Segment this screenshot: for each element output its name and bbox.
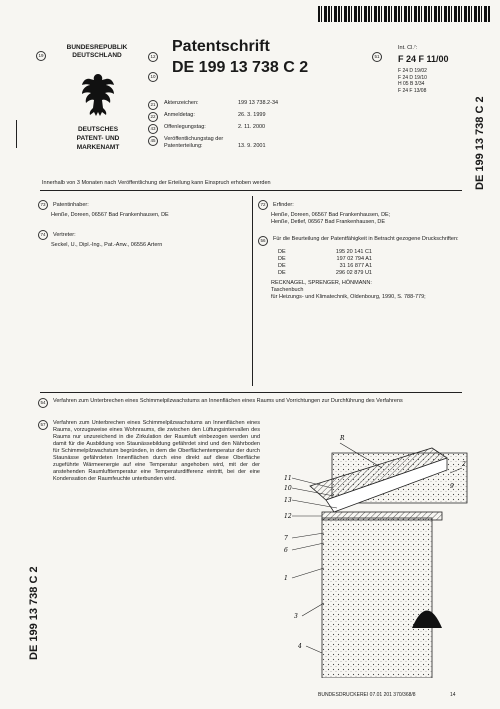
owner-block: 73 Patentinhaber: Henße, Doreen, 06567 Bad Frankenhausen, DE: [38, 200, 246, 219]
citation-row: DE 296 02 879 U1: [278, 270, 372, 276]
side-document-number-left: DE 199 13 738 C 2: [28, 566, 40, 660]
representative-block: 74 Vertreter: Seckel, U., Dipl.-Ing., Pat.-Anw., 06556 Artern: [38, 230, 246, 249]
citations-block: 56 Für die Beurteilung der Patentfähigkeit in Betracht gezogene Druckschriften: DE 195 20 141 C1 DE 197 02 794 A1 DE 31 16 877 A1 DE 296 02 879 U1 RECKNAGEL, SPRENGER, HÖNMANN: Taschenbuch für Heizungs- und Klimatechnik, Oldenbourg, 1990, S. 788-779;: [258, 236, 468, 301]
opposition-notice: Innerhalb von 3 Monaten nach Veröffentlichung der Erteilung kann Einspruch erhoben werden: [42, 180, 271, 186]
int-cl-item: F 24 F 13/08: [398, 87, 427, 94]
barcode: [318, 6, 490, 22]
figure-label: 10: [284, 485, 292, 492]
country-name: BUNDESREPUBLIK DEUTSCHLAND: [66, 44, 128, 59]
abstract-text: Verfahren zum Unterbrechen eines Schimmelpilzwachstums an Innenflächen eines Raums, vorzugsweise eines Wohnraums, die zwischen den Lüftungsintervallen des Raums nur unzureichend in die Zirkulation der Raumluft einbezogen werden und damit für die Ausbildung von Staunässebildung gefährdet sind und den Nährboden für Schimmelpilzwachstum begründen, in dem die Oberflächentemperatur der durch Staunässe gefährdeten Innenflächen durch eine direkt auf diese Oberfläche zugeführte Wärmeenergie auf eine Temperatur angehoben wird, mit der der anstehenden Raumlufttemperatur eine Temperaturdifferenz eintritt, bei der eine Kondensation der Raumfeuchte unterbunden wird.: [53, 420, 260, 482]
date-row: 21 Aktenzeichen: 199 13 738.2-34: [148, 100, 348, 110]
literature-citation: RECKNAGEL, SPRENGER, HÖNMANN: Taschenbuch für Heizungs- und Klimatechnik, Oldenbourg, 1990, S. 788-779;: [271, 280, 426, 300]
figure-label: 2: [462, 461, 466, 468]
side-document-number: DE 199 13 738 C 2: [474, 96, 486, 190]
figure-label: 1: [284, 575, 288, 582]
citation-list: [278, 249, 468, 277]
inventor-block: 72 Erfinder: Henße, Doreen, 06567 Bad Frankenhausen, DE; Henße, Detlef, 06567 Bad Frankenhausen, DE: [258, 200, 468, 226]
field-12-marker: 12: [148, 45, 158, 63]
citation-row: DE 197 02 794 A1: [278, 256, 372, 262]
column-divider: [252, 196, 253, 386]
patent-office-name: DEUTSCHES PATENT- UND MARKENAMT: [76, 126, 120, 151]
document-number: DE 199 13 738 C 2: [172, 59, 309, 76]
int-cl-item: F 24 D 19/10: [398, 74, 427, 81]
dates-block: [148, 100, 348, 150]
technical-drawing: [262, 428, 482, 678]
date-row: 22 Anmeldetag: 26. 3. 1999: [148, 112, 348, 122]
figure-label: 3: [294, 613, 298, 620]
invention-title: Verfahren zum Unterbrechen eines Schimmelpilzwachstums an Innenflächen eines Raums und Vorrichtungen zur Durchführung des Verfahrens: [53, 398, 403, 404]
page-number: 14: [450, 692, 456, 698]
figure-label: 9: [450, 483, 454, 490]
int-cl-list: [398, 68, 427, 94]
federal-eagle-icon: [80, 72, 116, 118]
printer-line: BUNDESDRUCKEREI 07.01 201 370/368/8: [318, 692, 416, 698]
abstract-block: 57 Verfahren zum Unterbrechen eines Schimmelpilzwachstums an Innenflächen eines Raums, vorzugsweise eines Wohnraums, die zwischen den Lüftungsintervallen des Raums nur unzureichend in die Zirkulation der Raumluft einbezogen werden und damit für die Ausbildung von Staunässebildung gefährdet sind und den Nährboden für Schimmelpilzwachstum begründen, in dem die Oberflächentemperatur der durch Staunässe gefährdeten Innenflächen durch eine direkt auf diese Oberfläche zugeführte Wärmeenergie auf eine Temperatur angehoben wird, mit der der anstehenden Raumlufttemperatur eine Temperaturdifferenz eintritt, bei der eine Kondensation der Raumfeuchte unterbunden wird.: [38, 420, 260, 483]
field-51-marker: 51: [372, 45, 382, 63]
date-row: 43 Offenlegungstag: 2. 11. 2000: [148, 124, 348, 134]
margin-mark: [16, 120, 17, 148]
field-10-marker: 10: [148, 65, 158, 83]
figure-label: 12: [284, 513, 292, 520]
invention-title-block: 54 Verfahren zum Unterbrechen eines Schimmelpilzwachstums an Innenflächen eines Raums und Vorrichtungen zur Durchführung des Verfahrens: [38, 398, 468, 408]
figure-label: R: [340, 435, 345, 442]
figure-label: 4: [298, 643, 302, 650]
date-row: 45 Veröffentlichungstag der Patenterteilung: 13. 9. 2001: [148, 136, 348, 150]
figure-label: 13: [284, 497, 292, 504]
citation-row: DE 195 20 141 C1: [278, 249, 372, 255]
int-cl-main: F 24 F 11/00: [398, 54, 449, 64]
int-cl-item: F 24 D 19/02: [398, 68, 427, 74]
figure-label: 11: [284, 475, 292, 482]
figure-label: 6: [284, 547, 288, 554]
figure-label: 7: [284, 535, 288, 542]
divider: [40, 190, 462, 191]
int-cl-item: H 05 B 3/34: [398, 81, 425, 87]
divider: [40, 392, 462, 393]
field-19-marker: 19: [36, 44, 46, 62]
document-type: Patentschrift: [172, 38, 270, 55]
int-cl-label: Int. Cl.⁷:: [398, 45, 418, 51]
citation-row: DE 31 16 877 A1: [278, 263, 372, 269]
